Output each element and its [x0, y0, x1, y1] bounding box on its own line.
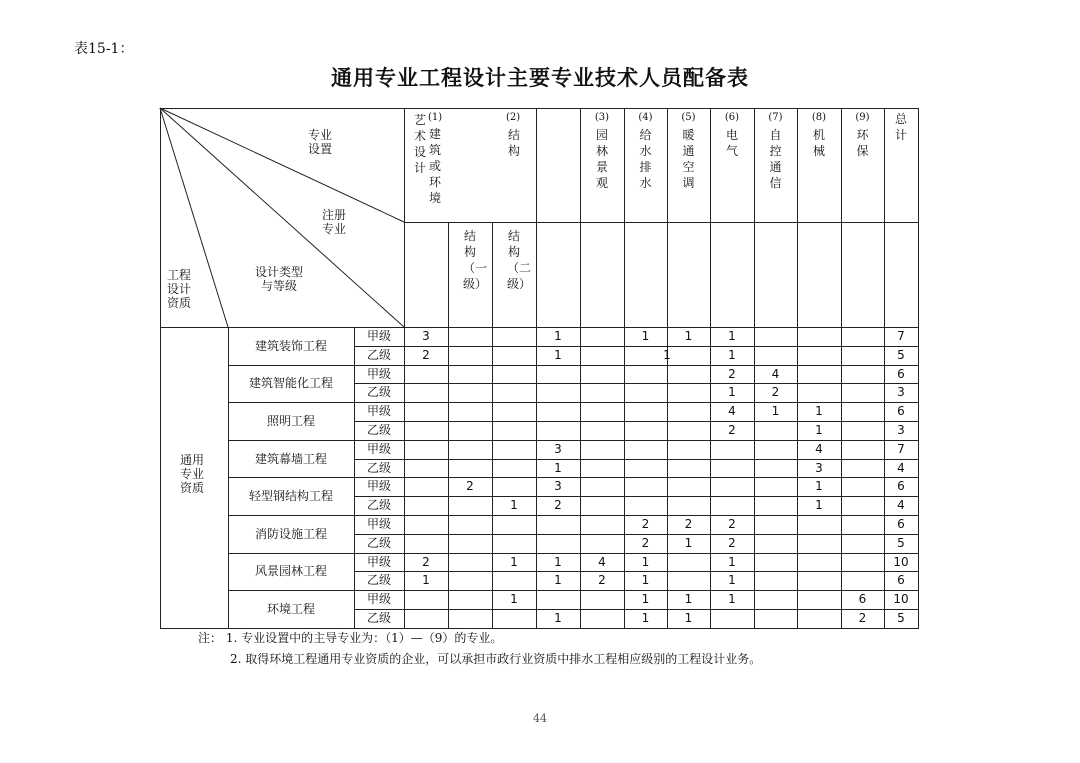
table-cell: 3 — [422, 329, 430, 343]
table-cell: 1 — [815, 404, 823, 419]
table-cell: 2 — [641, 517, 650, 531]
table-cell: 3 — [815, 460, 823, 475]
table-cell: 7 — [897, 329, 905, 343]
grade-label: 乙级 — [366, 573, 391, 588]
col-6-label: 电气 — [725, 128, 738, 158]
header-specialty-label: 专业 设置 — [308, 128, 333, 156]
project-name: 建筑智能化工程 — [248, 376, 333, 391]
grade-label: 乙级 — [366, 385, 391, 400]
table-cell: 2 — [598, 573, 606, 588]
col-10-label: 总计 — [894, 112, 907, 142]
grade-label: 甲级 — [366, 404, 391, 419]
table-cell: 1 — [684, 611, 693, 625]
table-cell: 1 — [641, 592, 650, 607]
table-cell: 2 — [554, 498, 562, 513]
note-2: 2. 取得环境工程通用专业资质的企业，可以承担市政行业资质中排水工程相应级别的工程设计业务。 — [230, 652, 762, 666]
col-8-number: (8) — [811, 112, 827, 123]
notes — [198, 628, 761, 670]
col-9-number: (9) — [855, 112, 870, 123]
table-cell: 1 — [422, 573, 430, 588]
table-cell: 2 — [684, 517, 693, 531]
page-number: 44 — [533, 712, 547, 725]
table-cell: 5 — [897, 347, 905, 362]
project-name: 轻型钢结构工程 — [248, 489, 333, 504]
page-title: 通用专业工程设计主要专业技术人员配备表 — [331, 66, 749, 90]
grade-separator — [354, 383, 918, 384]
table-cell: 1 — [510, 592, 518, 607]
col-8-label: 机械 — [812, 128, 825, 158]
table-cell: 1 — [684, 329, 693, 343]
table-cell: 1 — [554, 573, 562, 588]
project-name: 照明工程 — [266, 414, 315, 428]
table-cell: 2 — [771, 385, 780, 400]
table-cell: 1 — [641, 554, 650, 569]
diagonal-line-2 — [160, 108, 404, 327]
table-cell: 4 — [815, 441, 823, 456]
project-name: 风景园林工程 — [254, 564, 327, 579]
table-cell: 4 — [897, 460, 905, 475]
table-cell: 5 — [897, 535, 905, 550]
table-cell: 6 — [897, 573, 905, 588]
col-7-number: (7) — [768, 112, 783, 123]
table-cell: 7 — [897, 441, 905, 456]
table-cell: 1 — [815, 498, 823, 513]
grade-label: 甲级 — [366, 554, 391, 569]
table-cell: 1 — [554, 611, 562, 625]
col-6-number: (6) — [724, 112, 740, 123]
table-cell: 1 — [771, 404, 780, 419]
table-cell: 6 — [858, 592, 867, 607]
grade-label: 甲级 — [366, 592, 391, 607]
table-cell: 1 — [728, 347, 736, 362]
col-2-number: (2) — [506, 112, 521, 123]
grade-label: 甲级 — [366, 329, 391, 343]
table-cell: 4 — [598, 554, 606, 569]
table-cell-merged: 1 — [663, 347, 671, 362]
table-cell: 1 — [641, 611, 650, 625]
table-cell: 4 — [728, 404, 736, 419]
diagonal-line-1 — [160, 108, 404, 222]
table-cell: 1 — [510, 498, 518, 513]
table-cell: 2 — [422, 554, 430, 569]
table-cell: 1 — [728, 385, 736, 400]
grade-label: 乙级 — [366, 347, 391, 362]
col-4-number: (4) — [638, 112, 653, 123]
table-cell: 4 — [771, 366, 780, 381]
col-4-label: 给水排水 — [639, 128, 652, 190]
table-cell: 2 — [422, 347, 430, 362]
col-1-number: (1) — [428, 112, 443, 123]
header-design-type-label: 设计类型 与等级 — [255, 265, 304, 293]
table-cell: 1 — [641, 329, 650, 343]
table-cell: 2 — [858, 611, 867, 625]
sub-structure-2-label: 结构（二级） — [507, 229, 532, 291]
table-cell: 2 — [466, 479, 474, 494]
table-cell: 1 — [815, 423, 823, 437]
col-1-label-left: 艺术设计 — [413, 113, 426, 175]
col-9-label: 环保 — [856, 128, 869, 158]
grade-label: 甲级 — [366, 517, 391, 531]
table-cell: 3 — [897, 385, 905, 400]
table-cell: 1 — [728, 573, 736, 588]
table-cell: 6 — [897, 479, 905, 494]
table-cell: 1 — [641, 573, 650, 588]
col-1-label-right: 建筑或环境 — [428, 127, 441, 205]
table-cell: 1 — [684, 592, 693, 607]
table-cell: 1 — [510, 554, 518, 569]
table-cell: 3 — [554, 479, 562, 494]
project-separator — [228, 515, 918, 516]
table-cell: 1 — [554, 554, 562, 569]
table-cell: 1 — [554, 347, 562, 362]
grade-label: 甲级 — [366, 479, 391, 494]
table-cell: 6 — [897, 366, 905, 381]
project-separator — [228, 365, 918, 366]
project-name: 环境工程 — [266, 602, 315, 616]
table-cell: 2 — [641, 535, 650, 550]
table-cell: 1 — [554, 329, 562, 343]
project-name: 建筑幕墙工程 — [254, 451, 327, 466]
table-cell: 6 — [897, 517, 905, 531]
col-7-label: 自控通信 — [769, 128, 782, 190]
project-name: 建筑装饰工程 — [254, 338, 327, 353]
qualification-group-label: 通用 专业 资质 — [180, 453, 205, 496]
col-2-label: 结构 — [507, 128, 520, 158]
table-cell: 1 — [554, 460, 562, 475]
table-cell: 1 — [684, 535, 693, 550]
table-cell: 1 — [728, 554, 736, 569]
note-1: 注： 1. 专业设置中的主导专业为：（1）—（9）的专业。 — [198, 631, 503, 645]
table-cell: 1 — [728, 592, 736, 607]
table-cell: 6 — [897, 404, 905, 419]
table-cell: 4 — [897, 498, 905, 513]
col-3-label: 园林景观 — [595, 128, 608, 190]
col-3-number: (3) — [594, 112, 610, 123]
table-cell: 10 — [893, 554, 909, 569]
grade-label: 乙级 — [366, 498, 391, 513]
table-cell: 5 — [897, 611, 905, 625]
table-cell: 1 — [728, 329, 736, 343]
grade-label: 乙级 — [366, 535, 391, 550]
project-separator — [228, 590, 918, 591]
table-cell: 1 — [815, 479, 823, 494]
grade-label: 乙级 — [366, 423, 391, 437]
table-cell: 2 — [728, 517, 736, 531]
grade-label: 乙级 — [366, 611, 391, 625]
table-number: 表15-1： — [74, 41, 134, 57]
grade-label: 甲级 — [366, 366, 391, 381]
sub-structure-1-label: 结构（一级） — [463, 229, 488, 291]
table-cell: 2 — [728, 366, 736, 381]
table-cell: 2 — [728, 423, 736, 437]
header-qualification-label: 工程 设计 资质 — [167, 268, 192, 310]
grade-label: 乙级 — [366, 460, 391, 475]
table-cell: 3 — [897, 423, 905, 437]
table-cell: 3 — [554, 441, 562, 456]
project-name: 消防设施工程 — [254, 526, 327, 541]
header-registered-label: 注册 专业 — [322, 208, 347, 236]
grade-label: 甲级 — [366, 441, 391, 456]
table-cell: 10 — [893, 592, 909, 607]
col-5-label: 暖通空调 — [682, 128, 695, 190]
table-cell: 2 — [728, 535, 736, 550]
col-5-number: (5) — [681, 112, 696, 123]
